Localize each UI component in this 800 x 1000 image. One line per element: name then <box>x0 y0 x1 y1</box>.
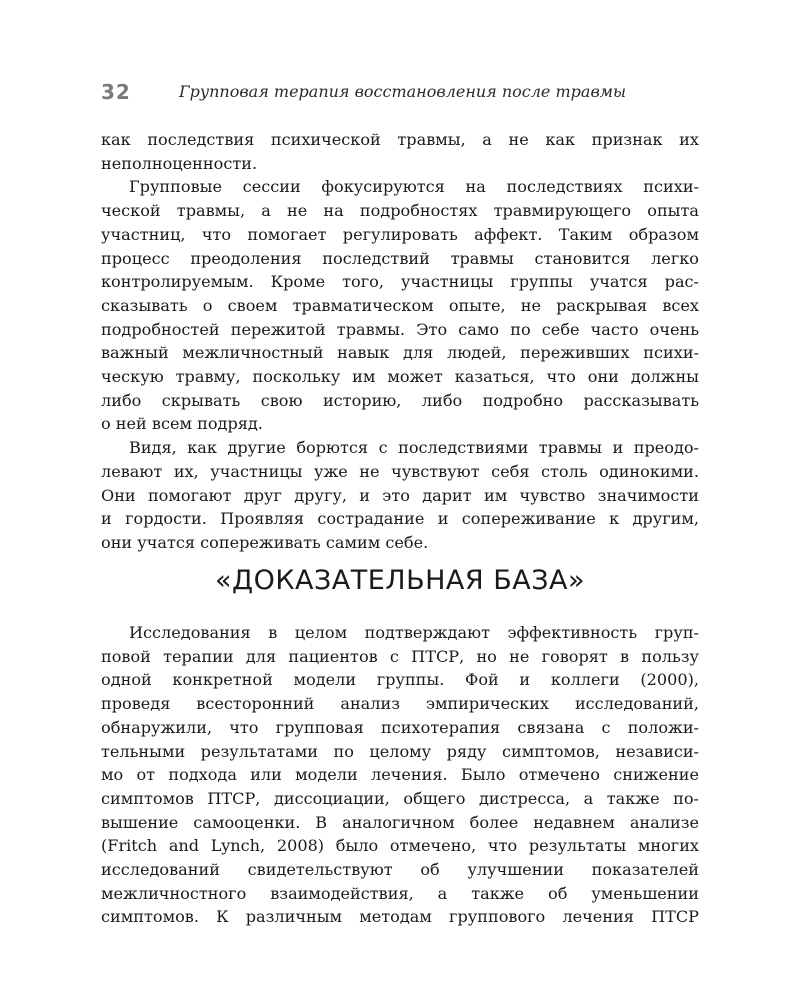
text-line: обнаружили, что групповая психотерапия связана с положи- <box>101 717 699 737</box>
page-number: 32 <box>101 80 131 104</box>
text-line: контролируемым. Кроме того, участницы группы учатся рас- <box>101 272 699 292</box>
text-line: сказывать о своем травматическом опыте, не раскрывая всех <box>101 295 699 315</box>
text-line: подробностей пережитой травмы. Это само по себе часто очень <box>101 319 699 339</box>
text-line: повой терапии для пациентов с ПТСР, но не говорят в пользу <box>101 646 699 666</box>
text-line: исследований свидетельствуют об улучшении показателей <box>101 860 699 880</box>
text-line: одной конкретной модели группы. Фой и коллеги (2000), <box>101 670 699 690</box>
text-line: левают их, участницы уже не чувствуют себя столь одинокими. <box>101 461 699 481</box>
text-line: неполноценности. <box>101 153 258 173</box>
text-line: проведя всесторонний анализ эмпирических исследований, <box>101 694 699 714</box>
text-line: межличностного взаимодействия, а также об уменьшении <box>101 883 699 903</box>
text-line: как последствия психической травмы, а не как признак их <box>101 130 699 149</box>
running-title: Групповая терапия восстановления после травмы <box>179 82 627 101</box>
text-block-intro <box>101 128 699 555</box>
text-line: ческой травмы, а не на подробностях травмирующего опыта <box>101 201 699 221</box>
text-line: Исследования в целом подтверждают эффективность груп- <box>129 623 699 642</box>
text-line: ческую травму, поскольку им может казаться, что они должны <box>101 367 699 387</box>
text-line: тельными результатами по целому ряду симптомов, независи- <box>101 741 699 761</box>
text-line: они учатся сопереживать самим себе. <box>101 532 429 552</box>
text-line: вышение самооценки. В аналогичном более недавнем анализе <box>101 812 699 832</box>
text-line: (Fritch and Lynch, 2008) было отмечено, что результаты многих <box>101 836 699 856</box>
text-line: и гордости. Проявляя сострадание и сопереживание к другим, <box>101 509 699 529</box>
text-line: симптомов. К различным методам группового лечения ПТСР <box>101 907 699 927</box>
text-line: либо скрывать свою историю, либо подробно рассказывать <box>101 390 699 410</box>
text-line: мо от подхода или модели лечения. Было отмечено снижение <box>101 765 699 785</box>
page-header <box>101 80 701 110</box>
text-line: симптомов ПТСР, диссоциации, общего дистресса, а также по- <box>101 788 699 808</box>
text-line: Они помогают друг другу, и это дарит им чувство значимости <box>101 485 699 505</box>
text-block-evidence <box>101 621 699 929</box>
text-line: важный межличностный навык для людей, переживших психи- <box>101 343 699 363</box>
text-line: о ней всем подряд. <box>101 414 263 434</box>
text-line: Групповые сессии фокусируются на последствиях психи- <box>129 177 699 197</box>
section-heading: «ДОКАЗАТЕЛЬНАЯ БАЗА» <box>214 565 586 596</box>
text-line: процесс преодоления последствий травмы становится легко <box>101 248 699 268</box>
text-line: участниц, что помогает регулировать аффект. Таким образом <box>101 224 699 244</box>
text-line: Видя, как другие борются с последствиями травмы и преодо- <box>129 438 699 458</box>
